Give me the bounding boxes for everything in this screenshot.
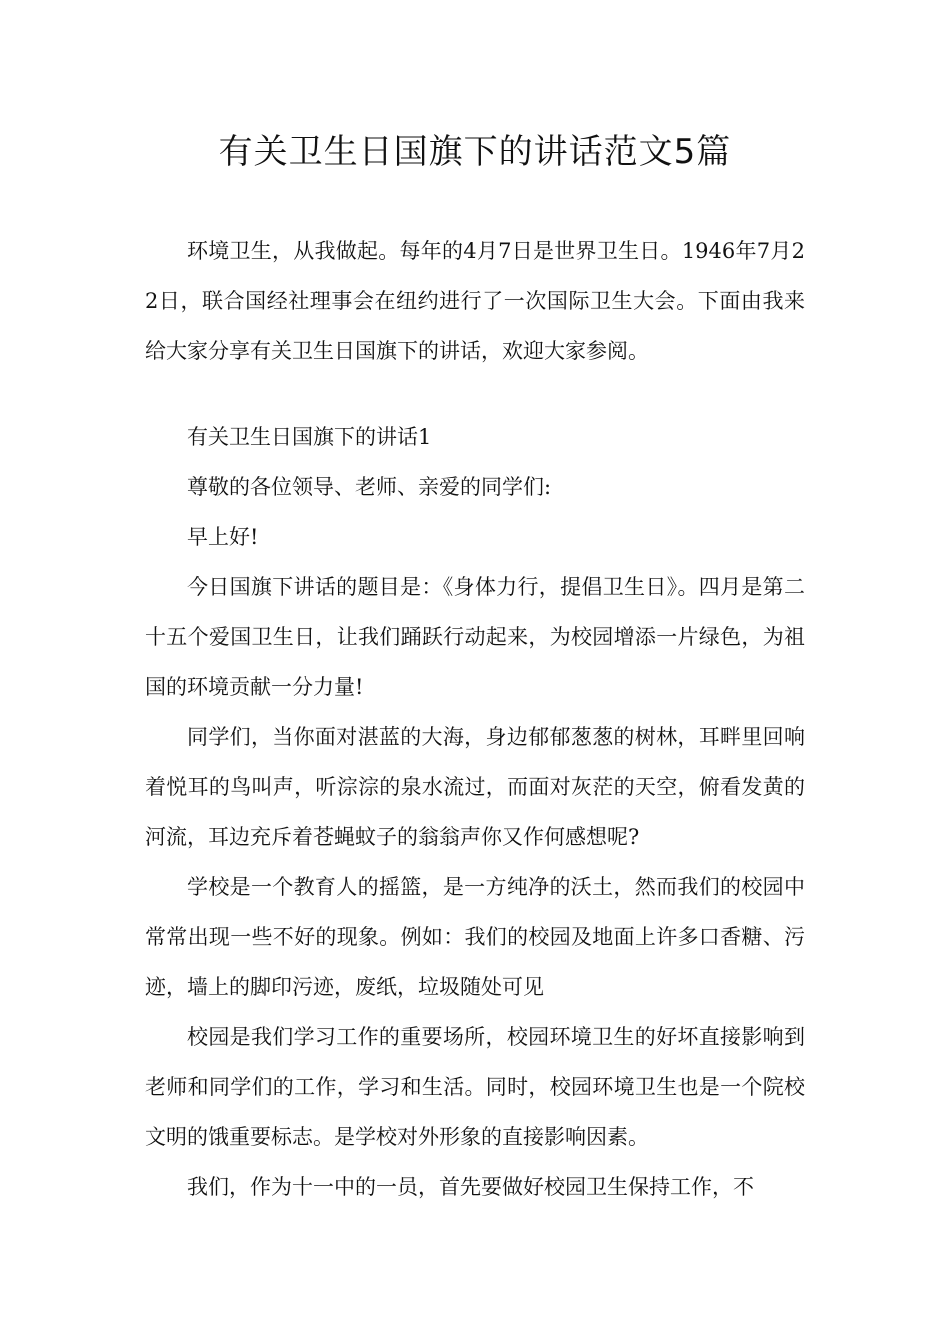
body-paragraph: 学校是一个教育人的摇篮，是一方纯净的沃土，然而我们的校园中常常出现一些不好的现象。例如：我们的校园及地面上许多口香糖、污迹，墙上的脚印污迹，废纸，垃圾随处可见 bbox=[145, 875, 805, 999]
section-heading: 有关卫生日国旗下的讲话1 bbox=[187, 425, 432, 449]
paragraph-spacer bbox=[145, 376, 805, 412]
intro-paragraph: 环境卫生，从我做起。每年的4月7日是世界卫生日。1946年7月22日，联合国经社理事会在纽约进行了一次国际卫生大会。下面由我来给大家分享有关卫生日国旗下的讲话，欢迎大家参阅。 bbox=[145, 239, 805, 363]
salutation: 尊敬的各位领导、老师、亲爱的同学们: bbox=[187, 475, 552, 499]
body-paragraph: 同学们，当你面对湛蓝的大海，身边郁郁葱葱的树林，耳畔里回响着悦耳的鸟叫声，听淙淙的泉水流过，而面对灰茫的天空，俯看发黄的河流，耳边充斥着苍蝇蚊子的翁翁声你又作何感想呢? bbox=[145, 725, 805, 849]
body-paragraph: 我们，作为十一中的一员，首先要做好校园卫生保持工作，不 bbox=[187, 1175, 754, 1199]
document-title: 有关卫生日国旗下的讲话范文5篇 bbox=[218, 132, 732, 172]
document-body bbox=[145, 226, 805, 1212]
greeting: 早上好! bbox=[187, 525, 259, 549]
body-paragraph: 校园是我们学习工作的重要场所，校园环境卫生的好坏直接影响到老师和同学们的工作，学习和生活。同时，校园环境卫生也是一个院校文明的饿重要标志。是学校对外形象的直接影响因素。 bbox=[145, 1025, 805, 1149]
body-paragraph: 今日国旗下讲话的题目是：《身体力行，提倡卫生日》。四月是第二十五个爱国卫生日，让我们踊跃行动起来，为校园增添一片绿色，为祖国的环境贡献一分力量! bbox=[145, 575, 805, 699]
